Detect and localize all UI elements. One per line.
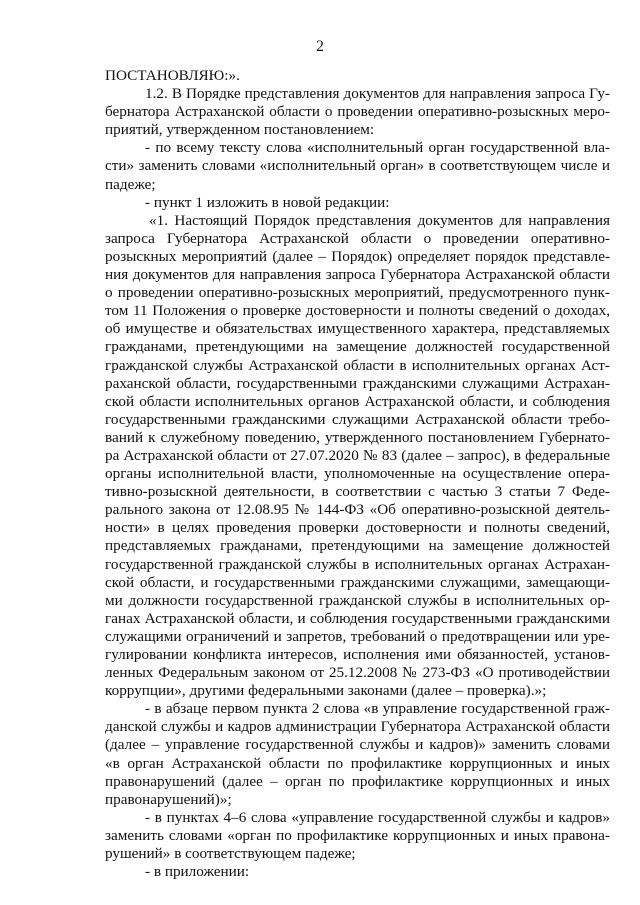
text-line: (далее – управление государственной службы и кадров)» заменить словами: [105, 736, 610, 754]
text-line: ра Астраханской области от 27.07.2020 № 83 (далее – запрос), в федеральные: [105, 446, 610, 464]
text-line: ленных Федеральным законом от 25.12.2008 № 273-ФЗ «О противодействии: [105, 664, 610, 682]
text-line: гражданской службы Астраханской области в исполнительных органах Аст-: [105, 356, 610, 374]
text-line: ваний к служебному поведению, утвержденного постановлением Губернато-: [105, 428, 610, 446]
text-line: падеже;: [105, 175, 156, 193]
text-line: рального закона от 12.08.95 № 144-ФЗ «Об оперативно-розыскной деятель-: [105, 501, 610, 519]
text-line: бернатора Астраханской области о проведении оперативно-розыскных меро-: [105, 103, 610, 121]
text-line: сти» заменить словами «исполнительный орган» в соответствующем числе и: [105, 157, 610, 175]
text-line: ганах Астраханской области, и соблюдения государственными гражданскими: [105, 609, 610, 627]
text-line: «в орган Астраханской области по профилактике коррупционных и иных: [105, 754, 610, 772]
text-line: гражданами, претендующими на замещение должностей государственной: [105, 338, 610, 356]
text-line: ности» в целях проведения проверки достоверности и полноты сведений,: [105, 519, 610, 537]
text-line: - по всему тексту слова «исполнительный орган государственной вла-: [145, 139, 610, 157]
text-line: - в пунктах 4–6 слова «управление государственной службы и кадров»: [145, 808, 610, 826]
text-line: приятий, утвержденном постановлением:: [105, 121, 375, 139]
text-line: ПОСТАНОВЛЯЮ:».: [105, 67, 240, 84]
text-line: заменить словами «орган по профилактике коррупционных и иных правона-: [105, 826, 610, 844]
text-line: о проведении оперативно-розыскных мероприятий, предусмотренного пунк-: [105, 284, 610, 302]
text-line: гулировании конфликта интересов, исполнения ими обязанностей, установ-: [105, 646, 610, 663]
text-line: - в абзаце первом пункта 2 слова «в управление государственной граж-: [145, 700, 610, 718]
text-line: органы исполнительной власти, уполномоченные на осуществление опера-: [105, 465, 610, 483]
text-line: запроса Губернатора Астраханской области о проведении оперативно-: [105, 229, 610, 247]
page-number: 2: [316, 38, 324, 55]
text-line: данской службы и кадров администрации Губернатора Астраханской области: [105, 718, 610, 736]
text-line: тивно-розыскной деятельности, в соответствии с частью 3 статьи 7 Феде-: [105, 483, 610, 501]
document-body: [105, 67, 610, 881]
text-line: том 11 Положения о проверке достоверности и полноты сведений о доходах,: [105, 302, 610, 320]
text-line: рушений» в соответствующем падеже;: [105, 845, 356, 863]
text-line: об имуществе и обязательствах имущественного характера, представляемых: [105, 320, 610, 338]
text-line: 1.2. В Порядке представления документов для направления запроса Гу-: [145, 85, 610, 103]
text-line: служащими ограничений и запретов, требований о предотвращении или уре-: [105, 627, 610, 645]
text-line: «1. Настоящий Порядок представления документов для направления: [149, 211, 610, 229]
text-line: - в приложении:: [145, 863, 250, 881]
text-line: правонарушений (далее – орган по профилактике коррупционных и иных: [105, 772, 610, 790]
text-line: ния документов для направления запроса Губернатора Астраханской области: [105, 266, 610, 284]
text-line: государственными гражданскими служащими Астраханской области требо-: [105, 410, 610, 428]
text-line: ской области исполнительных органов Астраханской области, и соблюдения: [105, 392, 610, 410]
text-line: раханской области, государственными гражданскими служащими Астрахан-: [105, 374, 610, 392]
text-line: правонарушений)»;: [105, 790, 232, 808]
text-line: государственной гражданской службы в исполнительных органах Астрахан-: [105, 555, 610, 573]
text-line: розыскных мероприятий (далее – Порядок) определяет порядок представле-: [105, 247, 610, 265]
text-line: ми должности государственной гражданской службы в исполнительных ор-: [105, 591, 610, 609]
text-line: ской области, и государственными гражданскими служащими, замещающи-: [105, 573, 610, 591]
text-line: представляемых гражданами, претендующими на замещение должностей: [105, 537, 610, 555]
text-line: - пункт 1 изложить в новой редакции:: [145, 193, 390, 211]
text-line: коррупции», другими федеральными законами (далее – проверка).»;: [105, 682, 547, 700]
